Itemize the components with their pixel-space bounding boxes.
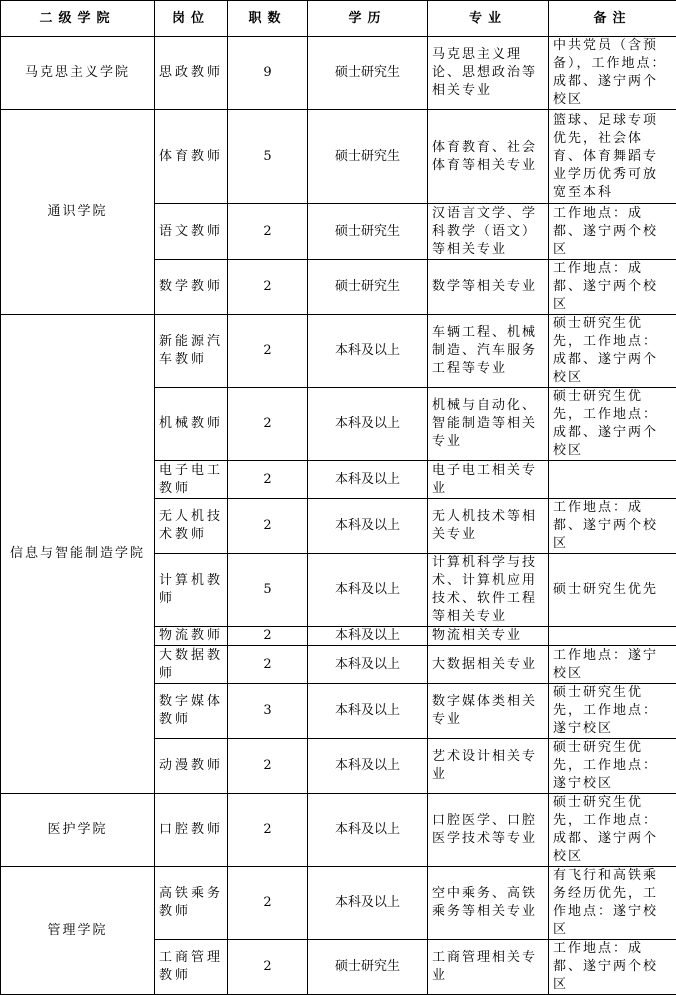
note-cell: 有飞行和高铁乘务经历优先，工作地点：遂宁校区 bbox=[549, 867, 676, 940]
count-cell: 2 bbox=[228, 794, 308, 867]
post-cell: 数字媒体教师 bbox=[155, 684, 228, 739]
education-cell: 本科及以上 bbox=[308, 499, 428, 554]
header-post: 岗位 bbox=[155, 1, 228, 37]
note-cell: 工作地点：遂宁校区 bbox=[549, 646, 676, 684]
post-cell: 物流教师 bbox=[155, 627, 228, 646]
major-cell: 车辆工程、机械制造、汽车服务工程等专业 bbox=[428, 315, 549, 388]
note-cell: 中共党员（含预备），工作地点：成都、遂宁两个校区 bbox=[549, 37, 676, 110]
table-row bbox=[1, 794, 676, 867]
note-cell bbox=[549, 461, 676, 499]
major-cell: 口腔医学、口腔医学技术等专业 bbox=[428, 794, 549, 867]
header-education: 学历 bbox=[308, 1, 428, 37]
post-cell: 语文教师 bbox=[155, 204, 228, 260]
college-cell: 信息与智能制造学院 bbox=[1, 315, 155, 794]
count-cell: 2 bbox=[228, 260, 308, 315]
count-cell: 9 bbox=[228, 37, 308, 110]
education-cell: 本科及以上 bbox=[308, 794, 428, 867]
education-cell: 本科及以上 bbox=[308, 388, 428, 461]
major-cell: 工商管理相关专业 bbox=[428, 940, 549, 995]
note-cell bbox=[549, 627, 676, 646]
education-cell: 硕士研究生 bbox=[308, 940, 428, 995]
education-cell: 本科及以上 bbox=[308, 739, 428, 794]
note-cell: 硕士研究生优先，工作地点：成都、遂宁两个校区 bbox=[549, 388, 676, 461]
college-cell: 医护学院 bbox=[1, 794, 155, 867]
post-cell: 动漫教师 bbox=[155, 739, 228, 794]
post-cell: 口腔教师 bbox=[155, 794, 228, 867]
header-row bbox=[1, 1, 676, 37]
note-cell: 硕士研究生优先，工作地点：成都、遂宁两个校区 bbox=[549, 315, 676, 388]
header-college: 二级学院 bbox=[1, 1, 155, 37]
count-cell: 2 bbox=[228, 315, 308, 388]
education-cell: 硕士研究生 bbox=[308, 37, 428, 110]
header-count: 职数 bbox=[228, 1, 308, 37]
count-cell: 2 bbox=[228, 739, 308, 794]
education-cell: 本科及以上 bbox=[308, 461, 428, 499]
major-cell: 汉语言文学、学科教学（语文）等相关专业 bbox=[428, 204, 549, 260]
major-cell: 大数据相关专业 bbox=[428, 646, 549, 684]
post-cell: 体育教师 bbox=[155, 110, 228, 204]
note-cell: 硕士研究生优先，工作地点：遂宁校区 bbox=[549, 684, 676, 739]
education-cell: 本科及以上 bbox=[308, 554, 428, 627]
post-cell: 工商管理教师 bbox=[155, 940, 228, 995]
note-cell: 工作地点：成都、遂宁两个校区 bbox=[549, 204, 676, 260]
table-row bbox=[1, 315, 676, 388]
major-cell: 空中乘务、高铁乘务等相关专业 bbox=[428, 867, 549, 940]
major-cell: 计算机科学与技术、计算机应用技术、软件工程等相关专业 bbox=[428, 554, 549, 627]
college-cell: 通识学院 bbox=[1, 110, 155, 315]
major-cell: 电子电工相关专业 bbox=[428, 461, 549, 499]
major-cell: 数字媒体类相关专业 bbox=[428, 684, 549, 739]
count-cell: 2 bbox=[228, 627, 308, 646]
count-cell: 3 bbox=[228, 684, 308, 739]
post-cell: 电子电工教师 bbox=[155, 461, 228, 499]
major-cell: 体育教育、社会体育等相关专业 bbox=[428, 110, 549, 204]
count-cell: 2 bbox=[228, 867, 308, 940]
education-cell: 硕士研究生 bbox=[308, 110, 428, 204]
post-cell: 新能源汽车教师 bbox=[155, 315, 228, 388]
note-cell: 硕士研究生优先 bbox=[549, 554, 676, 627]
college-cell: 管理学院 bbox=[1, 867, 155, 995]
education-cell: 本科及以上 bbox=[308, 684, 428, 739]
major-cell: 物流相关专业 bbox=[428, 627, 549, 646]
post-cell: 数学教师 bbox=[155, 260, 228, 315]
note-cell: 硕士研究生优先，工作地点：遂宁校区 bbox=[549, 739, 676, 794]
education-cell: 本科及以上 bbox=[308, 315, 428, 388]
table-row bbox=[1, 867, 676, 940]
post-cell: 思政教师 bbox=[155, 37, 228, 110]
education-cell: 本科及以上 bbox=[308, 646, 428, 684]
count-cell: 5 bbox=[228, 554, 308, 627]
note-cell: 篮球、足球专项优先，社会体育、体育舞蹈专业学历优秀可放宽至本科 bbox=[549, 110, 676, 204]
note-cell: 硕士研究生优先，工作地点：成都、遂宁两个校区 bbox=[549, 794, 676, 867]
count-cell: 5 bbox=[228, 110, 308, 204]
education-cell: 本科及以上 bbox=[308, 867, 428, 940]
note-cell: 工作地点：成都、遂宁两个校区 bbox=[549, 940, 676, 995]
major-cell: 机械与自动化、智能制造等相关专业 bbox=[428, 388, 549, 461]
header-major: 专业 bbox=[428, 1, 549, 37]
education-cell: 硕士研究生 bbox=[308, 260, 428, 315]
college-cell: 马克思主义学院 bbox=[1, 37, 155, 110]
count-cell: 2 bbox=[228, 499, 308, 554]
major-cell: 马克思主义理论、思想政治等相关专业 bbox=[428, 37, 549, 110]
major-cell: 无人机技术等相关专业 bbox=[428, 499, 549, 554]
header-note: 备注 bbox=[549, 1, 676, 37]
major-cell: 艺术设计相关专业 bbox=[428, 739, 549, 794]
post-cell: 无人机技术教师 bbox=[155, 499, 228, 554]
post-cell: 计算机教师 bbox=[155, 554, 228, 627]
post-cell: 机械教师 bbox=[155, 388, 228, 461]
table-row bbox=[1, 110, 676, 204]
count-cell: 2 bbox=[228, 204, 308, 260]
post-cell: 高铁乘务教师 bbox=[155, 867, 228, 940]
education-cell: 本科及以上 bbox=[308, 627, 428, 646]
post-cell: 大数据教师 bbox=[155, 646, 228, 684]
count-cell: 2 bbox=[228, 461, 308, 499]
count-cell: 2 bbox=[228, 646, 308, 684]
count-cell: 2 bbox=[228, 940, 308, 995]
note-cell: 工作地点：成都、遂宁两个校区 bbox=[549, 260, 676, 315]
count-cell: 2 bbox=[228, 388, 308, 461]
table-row bbox=[1, 37, 676, 110]
note-cell: 工作地点：成都、遂宁两个校区 bbox=[549, 499, 676, 554]
major-cell: 数学等相关专业 bbox=[428, 260, 549, 315]
education-cell: 硕士研究生 bbox=[308, 204, 428, 260]
